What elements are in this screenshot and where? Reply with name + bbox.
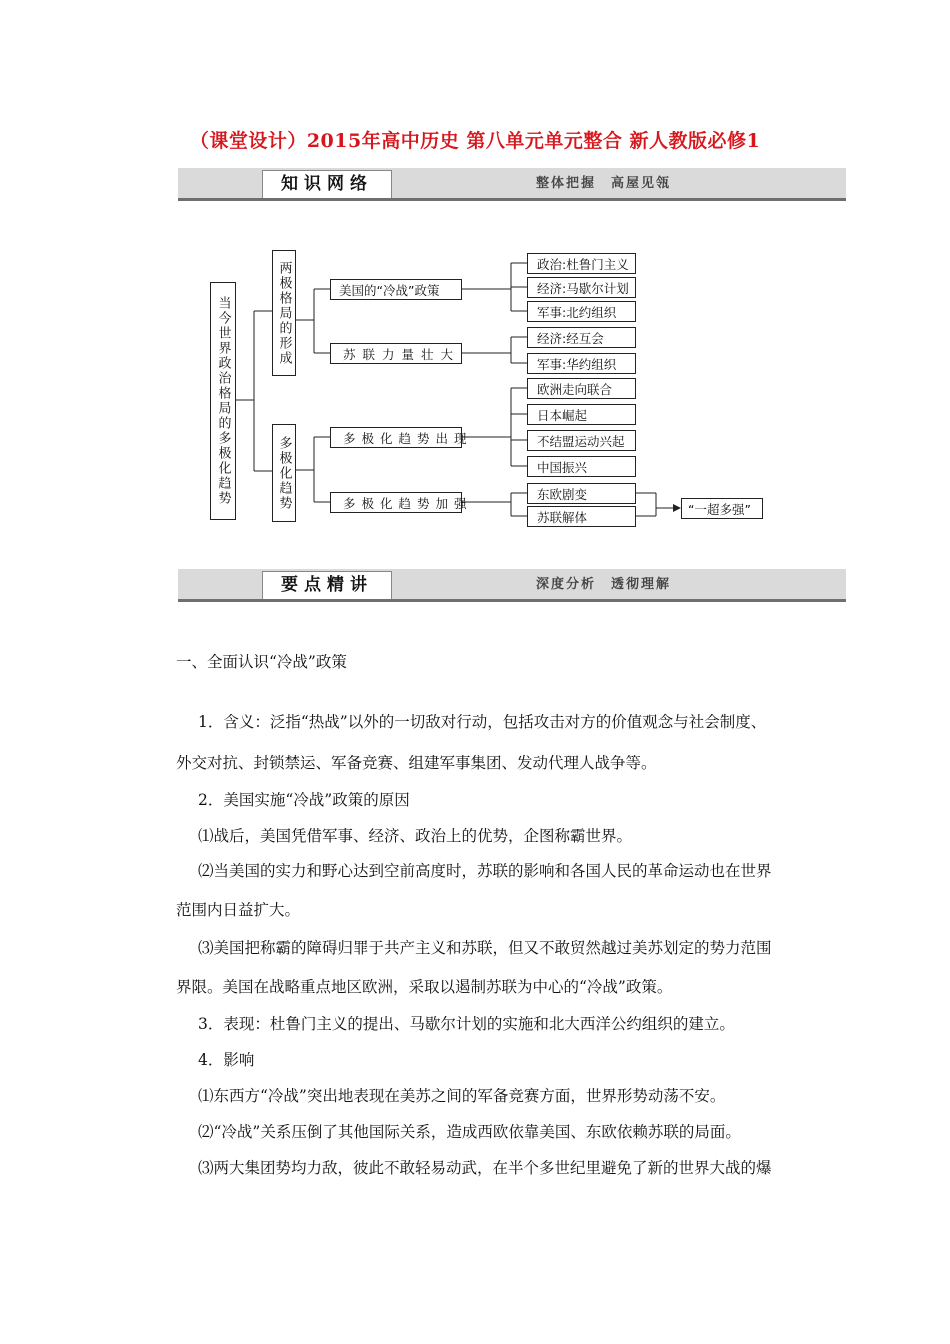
- paragraph: 1．含义：泛指“热战”以外的一切敌对行动，包括攻击对方的价值观念与社会制度、: [198, 713, 767, 731]
- diagram-result-node: “一超多强”: [681, 498, 763, 519]
- diagram-leaf: 中国振兴: [527, 456, 636, 477]
- diagram-branch-multipolar: 多极化趋势: [272, 424, 296, 522]
- diagram-branch-bipolar: 两极格局的形成: [272, 250, 296, 376]
- paragraph: 界限。美国在战略重点地区欧洲，采取以遏制苏联为中心的“冷战”政策。: [176, 978, 673, 996]
- section-banner-key-points: [178, 569, 846, 602]
- banner-subtitle: 整体把握 高屋见瓴: [536, 176, 672, 191]
- diagram-leaf: 东欧剧变: [527, 483, 636, 504]
- paragraph: ⑶美国把称霸的障碍归罪于共产主义和苏联，但又不敢贸然越过美苏划定的势力范围: [198, 939, 772, 957]
- diagram-node-soviet-rise: 苏联力量壮大: [330, 343, 462, 364]
- document-title: （课堂设计）2015年高中历史 第八单元单元整合 新人教版必修1: [189, 130, 761, 152]
- diagram-root-node: 当今世界政治格局的多极化趋势: [210, 282, 236, 520]
- paragraph: 外交对抗、封锁禁运、军备竞赛、组建军事集团、发动代理人战争等。: [176, 754, 657, 772]
- paragraph: ⑵当美国的实力和野心达到空前高度时，苏联的影响和各国人民的革命运动也在世界: [198, 862, 772, 880]
- diagram-node-multipolar-emerge: 多极化趋势出现: [330, 427, 462, 448]
- diagram-leaf: 军事:北约组织: [527, 301, 636, 322]
- paragraph: 3．表现：杜鲁门主义的提出、马歇尔计划的实施和北大西洋公约组织的建立。: [198, 1015, 735, 1033]
- diagram-leaf: 苏联解体: [527, 506, 636, 527]
- diagram-leaf: 不结盟运动兴起: [527, 430, 636, 451]
- paragraph: ⑴东西方“冷战”突出地表现在美苏之间的军备竞赛方面，世界形势动荡不安。: [198, 1087, 726, 1105]
- paragraph: 4．影响: [198, 1051, 255, 1069]
- diagram-node-us-cold-war: 美国的“冷战”政策: [330, 279, 462, 300]
- diagram-leaf: 经济:经互会: [527, 327, 636, 348]
- diagram-leaf: 日本崛起: [527, 404, 636, 425]
- section-heading: 一、全面认识“冷战”政策: [176, 653, 347, 671]
- section-banner-knowledge-network: [178, 168, 846, 201]
- banner-subtitle: 深度分析 透彻理解: [536, 577, 672, 592]
- diagram-leaf: 欧洲走向联合: [527, 378, 636, 399]
- paragraph: 2．美国实施“冷战”政策的原因: [198, 791, 410, 809]
- paragraph: 范围内日益扩大。: [176, 901, 301, 919]
- diagram-node-multipolar-strengthen: 多极化趋势加强: [330, 492, 462, 513]
- paragraph: ⑵“冷战”关系压倒了其他国际关系，造成西欧依靠美国、东欧依赖苏联的局面。: [198, 1123, 741, 1141]
- banner-tab-label: 知识网络: [262, 170, 392, 198]
- paragraph: ⑶两大集团势均力敌，彼此不敢轻易动武，在半个多世纪里避免了新的世界大战的爆: [198, 1159, 772, 1177]
- diagram-leaf: 政治:杜鲁门主义: [527, 253, 636, 274]
- paragraph: ⑴战后，美国凭借军事、经济、政治上的优势，企图称霸世界。: [198, 827, 633, 845]
- diagram-leaf: 经济:马歇尔计划: [527, 277, 636, 298]
- banner-tab-label: 要点精讲: [262, 571, 392, 599]
- diagram-leaf: 军事:华约组织: [527, 353, 636, 374]
